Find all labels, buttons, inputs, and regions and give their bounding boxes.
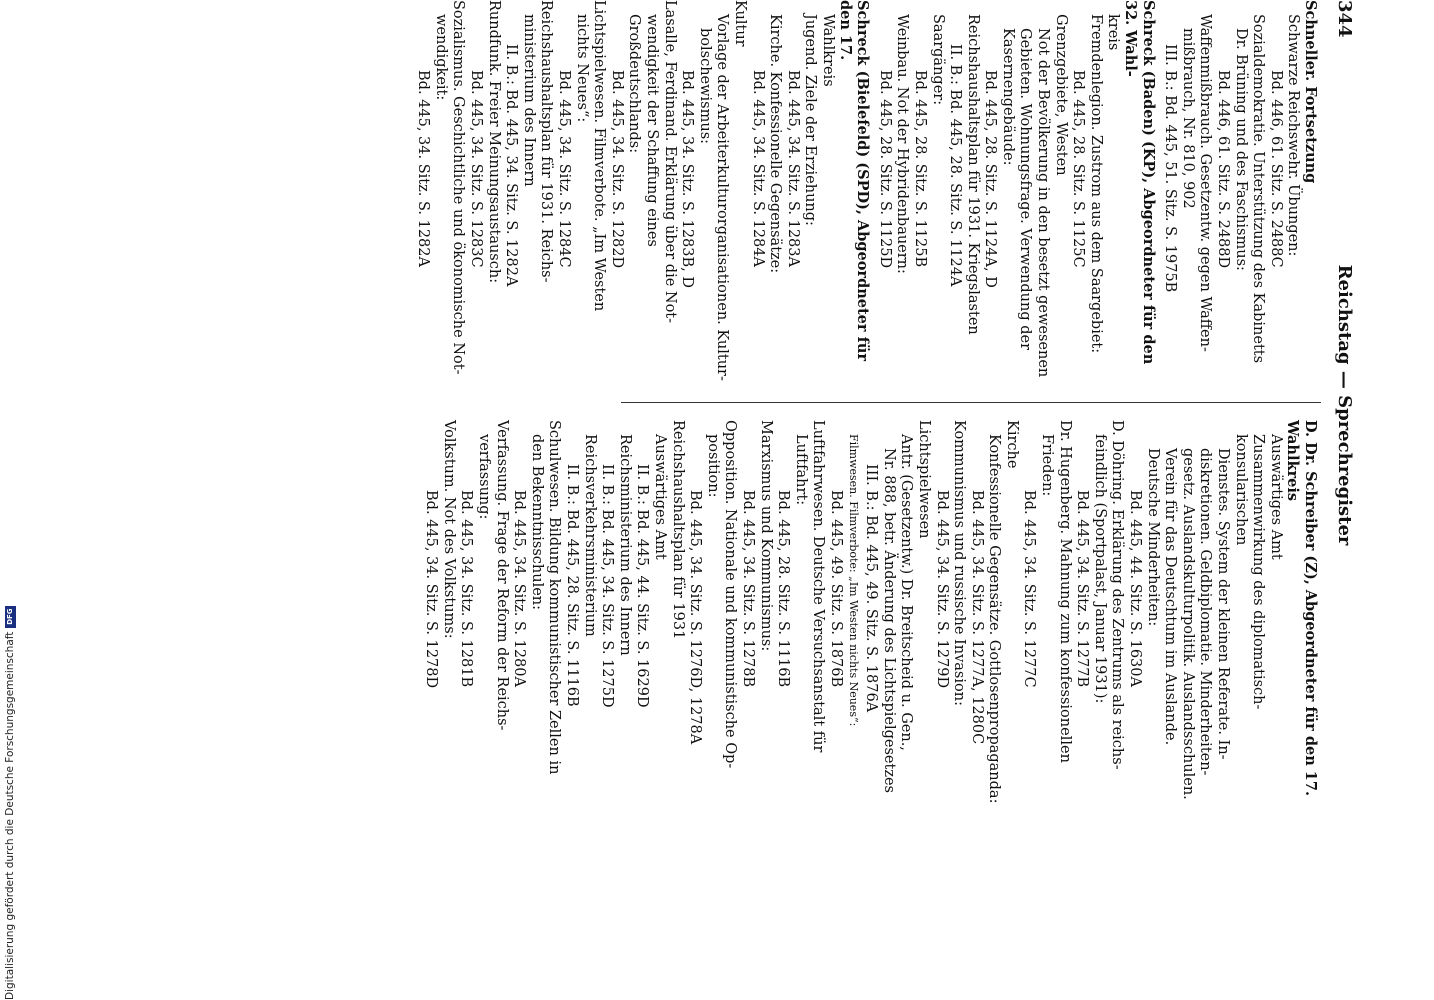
index-entry: wendigkeit der Schaffung eines Großdeutschlands: <box>626 14 661 247</box>
index-entry: Konfessionelle Gegensätze. Gottlosenpropaganda: <box>986 434 1003 804</box>
index-entry: Kommunismus und russische Invasion: <box>951 420 968 706</box>
index-reference: Bd. 445, 34. Sitz. S. 1283C <box>468 70 485 268</box>
index-entry: feindlich (Sportpalast, Januar 1931): <box>1091 434 1108 704</box>
index-entry: nichts Neues“: <box>573 14 590 123</box>
index-reference: Bd. 446, 61. Sitz. S. 2488D <box>1215 70 1232 269</box>
index-reference: Bd. 445, 34. Sitz. S. 1278B <box>740 490 756 688</box>
index-entry: kreis <box>1105 14 1122 51</box>
index-entry: Sozialismus. Geschichtliche und ökonomische Not- <box>450 0 467 375</box>
index-entry: Grenzgebiete, Westen <box>1052 14 1069 176</box>
speaker-heading: Schreck (Bielefeld) (SPD), Abgeordneter für den 17. <box>836 0 872 361</box>
index-reference: Bd. 445, 28. Sitz. S. 1125C <box>1070 70 1087 268</box>
index-reference: Bd. 445, 28. Sitz. S. 1125B <box>911 70 928 268</box>
index-entry: mißbrauch, Nr. 810, 902 <box>1179 28 1196 209</box>
dfg-logo: DFG <box>5 606 16 628</box>
index-entry: ministerium des Innern <box>520 14 537 187</box>
index-reference: Bd. 445, 34. Sitz. S. 1281B <box>458 490 475 688</box>
sidebar-credit <box>4 0 16 1000</box>
index-reference: III. B.: Bd. 445, 51. Sitz. S. 1975B <box>1162 44 1179 293</box>
index-reference: Bd. 445, 34. Sitz. S. 1278D <box>423 490 440 689</box>
index-entry: Volkstum. Not des Volkstums: <box>440 420 457 639</box>
index-reference: Bd. 445, 34. Sitz. S. 1283A <box>784 70 801 267</box>
index-entry: Not der Bevölkerung in den besetzt gewesenen <box>1035 28 1052 378</box>
index-reference: Bd. 445, 34. Sitz. S. 1277B <box>1074 490 1091 688</box>
page-header <box>1327 0 1355 810</box>
index-entry: Reichshaushaltsplan für 1931. Kriegslasten <box>964 14 981 335</box>
index-reference: Bd. 445, 49. Sitz. S. 1876B <box>827 490 844 688</box>
index-reference: Bd. 445, 44. Sitz. S. 1630A <box>1127 490 1144 687</box>
index-entry: Lichtspielwesen. Filmverbote. „Im Westen <box>591 0 608 312</box>
index-entry: diskretionen. Geldbiplomatie. Minderheiten- <box>1197 448 1214 776</box>
index-entry: Zusammenwirkung des diplomatisch-konsularischen <box>1232 434 1267 710</box>
index-reference: Bd. 445, 34. Sitz. S. 1277C <box>1021 490 1038 688</box>
speaker-heading: Schreck (Baden) (KP), Abgeordneter für den 32. Wahl- <box>1122 0 1157 365</box>
index-entry: Luftfahrt: <box>792 434 809 506</box>
index-entry: Marxismus und Kommunismus: <box>757 420 774 652</box>
index-entry: Frieden: <box>1039 434 1056 497</box>
index-entry: Kultur <box>732 0 748 47</box>
page-number: 344 <box>1334 0 1355 38</box>
index-reference: II. B.: Bd. 445, 28. Sitz. S. 1124A <box>947 44 964 287</box>
index-reference: II. B.: Bd. 445, 44. Sitz. S. 1629D <box>634 464 651 708</box>
index-entry: Schulwesen. Bildung kommunistischer Zellen in <box>546 420 563 775</box>
index-entry: Reichshaushaltsplan für 1931. Reichs- <box>538 0 555 283</box>
index-entry: Vorlage der Arbeiterkulturorganisationen. Kultur- <box>714 14 731 381</box>
document-page <box>155 0 1355 810</box>
index-entry: Auswärtiges Amt <box>652 434 669 560</box>
index-entry: Weinbau. Not der Hybridenbauern: <box>894 14 911 274</box>
index-reference: Bd. 445, 34. Sitz. S. 1276D, 1278A <box>687 490 704 745</box>
index-entry: Wahlkreis <box>819 14 836 87</box>
index-entry: Kasernengebäude: <box>999 28 1016 166</box>
index-entry: Nr. 888, betr. Änderung des Lichtspielgesetzes <box>880 448 897 793</box>
index-reference: Bd. 445, 34. Sitz. S. 1280A <box>511 490 528 687</box>
index-reference: Bd. 445, 34. Sitz. S. 1282A <box>415 70 432 267</box>
index-reference: Bd. 446, 61. Sitz. S. 2488C <box>1267 70 1284 268</box>
index-reference: Bd. 445, 34. Sitz. S. 1283B, D <box>679 70 696 289</box>
index-entry: Antr. (Gesetzentw.) Dr. Breitscheid u. Gen., <box>898 434 915 751</box>
index-entry: position: <box>704 434 721 498</box>
index-entry: Fremdenlegion. Zustrom aus dem Saargebiet: <box>1087 14 1104 354</box>
index-entry: Dienstes. System der kleinen Referate. In- <box>1215 448 1232 760</box>
index-entry: gesetz. Auslandskulturpolitik. Auslandsschulen. <box>1179 448 1196 800</box>
index-entry: wendigkeit: <box>432 14 449 101</box>
index-entry: Sozialdemokratie. Unterstützung des Kabinetts <box>1250 14 1267 364</box>
index-entry: Auswärtiges Amt <box>1267 434 1284 560</box>
speaker-heading: Schneller. Fortsetzung <box>1302 0 1319 184</box>
index-entry: Rundfunk. Freier Meinungsaustausch: <box>485 0 502 284</box>
index-reference: II. B.: Bd. 445, 34. Sitz. S. 1275D <box>599 464 616 708</box>
index-reference: Bd. 445, 28. Sitz. S. 1116B <box>775 490 792 688</box>
right-column <box>422 420 1319 805</box>
funding-note: Digitalisierung gefördert durch die Deutsche Forschungsgemeinschaft <box>4 631 16 1000</box>
index-entry: Deutsche Minderheiten: <box>1144 448 1161 627</box>
index-reference: Bd. 445, 28. Sitz. S. 1124A, D <box>982 70 999 288</box>
index-entry: Jugend. Ziele der Erziehung: <box>802 14 819 226</box>
index-entry: Filmwesen. Filmverbote: „Im Westen nichts Neues“: <box>846 434 860 727</box>
index-entry: Dr. Brüning und des Faschismus: <box>1232 28 1249 271</box>
column-divider <box>621 402 1321 403</box>
index-entry: Reichsverkehrsministerium <box>581 434 598 637</box>
index-reference: III. B.: Bd. 445, 49. Sitz. S. 1876A <box>863 464 880 713</box>
left-column <box>414 0 1319 385</box>
index-entry: Luftfahrwesen. Deutsche Versuchsanstalt für <box>810 420 827 753</box>
index-entry: Lasalle, Ferdinand. Erklärung über die Not- <box>661 0 678 324</box>
index-entry: Dr. Hugenberg. Mahnung zum konfessionellen <box>1056 420 1073 763</box>
index-entry: Verein für das Deutschtum im Auslande. <box>1162 448 1179 746</box>
index-entry: Waffenmißbrauch. Gesetzentw. gegen Waffen- <box>1197 14 1214 352</box>
index-entry: Opposition. Nationale und kommunistische Op- <box>722 420 739 769</box>
index-reference: II. B.: Bd. 445, 28. Sitz. S. 1116B <box>564 464 581 707</box>
index-entry: Gebieten. Wohnungsfrage. Verwendung der <box>1017 28 1034 351</box>
index-entry: den Bekenntnisschulen: <box>528 434 545 611</box>
index-entry: Lichtspielwesen <box>915 420 932 539</box>
index-entry: verfassung: <box>476 434 493 520</box>
index-entry: Schwarze Reichswehr. Übungen: <box>1285 14 1302 257</box>
page-title: Reichstag — Sprechregister <box>1334 264 1355 546</box>
index-reference: Bd. 445, 28. Sitz. S. 1125D <box>876 70 893 269</box>
speaker-heading: D. Dr. Schreiber (Z), Abgeordneter für den 17. Wahlkreis <box>1284 420 1319 797</box>
index-reference: Bd. 445, 34. Sitz. S. 1279D <box>933 490 950 689</box>
index-entry: Reichsministerium des Innern <box>616 434 633 656</box>
index-entry: bolschewismus: <box>696 28 713 145</box>
index-entry: D. Döhring. Erklärung des Zentrums als reichs- <box>1109 420 1126 770</box>
index-entry: Kirche <box>1003 420 1020 469</box>
index-reference: Bd. 445, 34. Sitz. S. 1277A, 1280C <box>968 490 985 745</box>
index-entry: Reichshaushaltsplan für 1931 <box>669 420 686 640</box>
index-entry: Kirche. Konfessionelle Gegensätze: <box>767 14 784 274</box>
index-reference: Bd. 445, 34. Sitz. S. 1284C <box>556 70 573 268</box>
index-entry: Saargänger: <box>929 14 946 106</box>
index-reference: Bd. 445, 34. Sitz. S. 1284A <box>749 70 766 267</box>
index-reference: II. B.: Bd. 445, 34. Sitz. S. 1282A <box>503 44 520 287</box>
index-reference: Bd. 445, 34. Sitz. S. 1282D <box>608 70 625 269</box>
index-entry: Verfassung. Frage der Reform der Reichs- <box>493 420 510 731</box>
